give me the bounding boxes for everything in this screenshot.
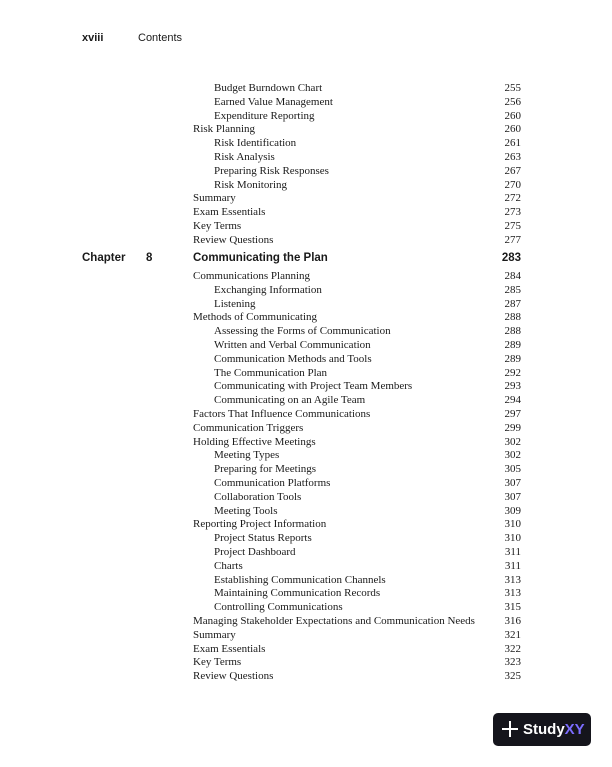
toc-entry-title: Assessing the Forms of Communication xyxy=(214,325,391,338)
toc-entry-page: 316 xyxy=(504,615,521,627)
toc-entry-title: Summary xyxy=(193,628,236,641)
toc-entry xyxy=(214,324,521,338)
toc-entry-page: 287 xyxy=(504,297,521,310)
toc-entry xyxy=(214,600,521,614)
toc-entry xyxy=(193,628,521,642)
toc-entry-page: 297 xyxy=(504,408,521,420)
toc-entry-title: Methods of Communicating xyxy=(193,311,318,324)
toc-entry xyxy=(193,233,521,247)
toc-entry-title: Expenditure Reporting xyxy=(214,109,315,122)
toc-entry xyxy=(193,219,521,233)
toc-entry xyxy=(214,283,521,297)
toc-entry xyxy=(214,393,521,407)
toc-entry-page: 307 xyxy=(504,477,521,489)
toc-entry-page: 311 xyxy=(504,546,521,558)
toc-entry xyxy=(193,642,521,656)
toc-entry xyxy=(214,559,521,573)
toc-entry-page: 302 xyxy=(504,449,521,462)
toc-entry-page: 309 xyxy=(504,504,521,517)
toc-entry-title: Communication Platforms xyxy=(214,477,331,489)
chapter-title: Communicating the Plan xyxy=(193,252,328,264)
toc-entry-title: Holding Effective Meetings xyxy=(193,435,316,448)
toc-entry-page: 310 xyxy=(504,532,521,545)
toc-entry-page: 261 xyxy=(504,137,521,150)
toc-entry-title: Earned Value Management xyxy=(214,95,333,108)
toc-entry-title: Risk Analysis xyxy=(214,151,275,163)
toc-entry-page: 310 xyxy=(504,518,521,531)
toc-entry-page: 272 xyxy=(504,192,521,205)
studyxy-badge[interactable] xyxy=(493,713,591,746)
toc-entry xyxy=(214,178,521,192)
toc-entry-title: Key Terms xyxy=(193,656,242,669)
toc-entry-page: 305 xyxy=(504,463,521,476)
toc-entry-page: 323 xyxy=(504,656,521,669)
toc-entry-page: 284 xyxy=(504,270,521,282)
toc-entry-page: 275 xyxy=(504,220,521,232)
toc-entry-page: 288 xyxy=(504,325,521,338)
running-title: Contents xyxy=(138,32,183,44)
toc-entry xyxy=(193,655,521,669)
chapter-heading xyxy=(82,250,521,266)
toc-entry xyxy=(214,366,521,380)
toc-entry-title: Controlling Communications xyxy=(214,601,343,614)
toc-entry-page: 260 xyxy=(504,109,521,122)
toc-entry xyxy=(214,490,521,504)
toc-entry-page: 315 xyxy=(504,601,521,614)
toc-entry-title: Project Status Reports xyxy=(214,532,312,545)
toc-entry xyxy=(193,407,521,421)
chapter-page: 283 xyxy=(501,252,521,264)
toc-entry-title: Risk Planning xyxy=(193,123,256,136)
toc-entry-title: Communicating on an Agile Team xyxy=(214,394,366,407)
toc-entry xyxy=(193,122,521,136)
toc-entry xyxy=(214,476,521,490)
toc-entry-page: 263 xyxy=(504,151,521,163)
toc-entry-page: 311 xyxy=(504,559,521,572)
toc-entry-title: Risk Monitoring xyxy=(214,178,288,191)
toc-entry-page: 285 xyxy=(504,283,521,296)
toc-entry-page: 299 xyxy=(504,421,521,434)
toc-entry-title: Meeting Tools xyxy=(214,504,278,517)
toc-entry-page: 292 xyxy=(504,366,521,379)
toc-entry xyxy=(214,586,521,600)
toc-entry-title: Meeting Types xyxy=(214,449,280,462)
toc-entry xyxy=(214,338,521,352)
toc-entry-page: 294 xyxy=(504,394,521,407)
toc-entry xyxy=(193,310,521,324)
toc-entry-title: Reporting Project Information xyxy=(193,518,327,531)
toc-entry xyxy=(193,435,521,449)
toc-entry-title: The Communication Plan xyxy=(214,366,328,379)
brand-highlight: XY xyxy=(564,721,585,738)
toc-entry-title: Exam Essentials xyxy=(193,206,266,219)
toc-entry xyxy=(193,205,521,219)
toc-entry xyxy=(214,545,521,559)
toc-entry xyxy=(214,573,521,587)
toc-entry-page: 277 xyxy=(504,233,521,246)
toc-entry-title: Summary xyxy=(193,192,236,205)
toc-entry-title: Exam Essentials xyxy=(193,642,266,655)
toc-entry-page: 273 xyxy=(504,206,521,219)
toc-entry-page: 289 xyxy=(504,352,521,365)
toc-entry-title: Factors That Influence Communications xyxy=(193,408,371,420)
toc-entry-title: Exchanging Information xyxy=(214,283,322,296)
toc-entry-page: 293 xyxy=(504,380,521,393)
chapter-label: Chapter xyxy=(82,252,126,264)
toc-entry xyxy=(214,531,521,545)
toc-entry-title: Managing Stakeholder Expectations and Communication Needs xyxy=(193,615,475,627)
toc-entry-title: Preparing for Meetings xyxy=(214,463,317,476)
toc-entry-page: 255 xyxy=(504,82,521,94)
toc-entry-page: 307 xyxy=(504,490,521,503)
toc-entry xyxy=(214,109,521,123)
chapter-number: 8 xyxy=(146,252,153,264)
toc-entry-title: Review Questions xyxy=(193,670,274,683)
toc-entry-title: Communication Methods and Tools xyxy=(214,352,372,365)
toc-entry-title: Key Terms xyxy=(193,220,242,232)
toc-entry-title: Establishing Communication Channels xyxy=(214,573,386,586)
toc-entry xyxy=(214,462,521,476)
toc-entry-page: 267 xyxy=(504,164,521,177)
toc-entry-page: 313 xyxy=(504,587,521,600)
toc-entry xyxy=(214,379,521,393)
toc-entry-page: 289 xyxy=(504,339,521,351)
toc-entry-title: Written and Verbal Communication xyxy=(214,339,371,351)
brand-wordmark xyxy=(523,721,585,738)
toc-entry xyxy=(193,269,521,283)
toc-entry-page: 325 xyxy=(504,670,521,683)
toc-entry-page: 321 xyxy=(504,628,521,641)
toc-entry-page: 260 xyxy=(504,123,521,136)
toc-entry xyxy=(214,136,521,150)
toc-entry-page: 256 xyxy=(504,95,521,108)
toc-entry-title: Risk Identification xyxy=(214,137,297,150)
toc-entry xyxy=(214,164,521,178)
toc-entry xyxy=(214,150,521,164)
toc-entry-title: Budget Burndown Chart xyxy=(214,82,323,94)
toc-entry-title: Maintaining Communication Records xyxy=(214,587,381,600)
toc-entry xyxy=(214,95,521,109)
toc-entry xyxy=(193,191,521,205)
toc-entry-title: Communicating with Project Team Members xyxy=(214,380,413,393)
toc-entry-title: Collaboration Tools xyxy=(214,490,302,503)
toc-entry-page: 270 xyxy=(504,178,521,191)
toc-entry-page: 322 xyxy=(504,642,521,655)
toc-entry xyxy=(214,297,521,311)
toc-entry-page: 288 xyxy=(504,311,521,324)
page-folio: xviii xyxy=(82,32,104,44)
toc-entry xyxy=(214,81,521,95)
toc-entry xyxy=(193,669,521,683)
toc-entry xyxy=(214,448,521,462)
toc-entry-title: Listening xyxy=(214,297,256,310)
toc-entry-title: Project Dashboard xyxy=(214,546,296,558)
toc-entry-title: Preparing Risk Responses xyxy=(214,164,329,177)
toc-entry-page: 302 xyxy=(504,435,521,448)
toc-entry xyxy=(193,421,521,435)
toc-entry-title: Review Questions xyxy=(193,233,274,246)
toc-entry xyxy=(193,517,521,531)
toc-entry xyxy=(214,504,521,518)
toc-entry xyxy=(193,614,521,628)
plus-icon xyxy=(502,721,518,737)
toc-entry-title: Charts xyxy=(214,559,243,572)
brand-main: Study xyxy=(523,721,565,738)
toc-entry-title: Communication Triggers xyxy=(193,421,304,434)
toc-entry xyxy=(214,352,521,366)
toc-entry-page: 313 xyxy=(504,573,521,586)
toc-entry-title: Communications Planning xyxy=(193,270,311,282)
